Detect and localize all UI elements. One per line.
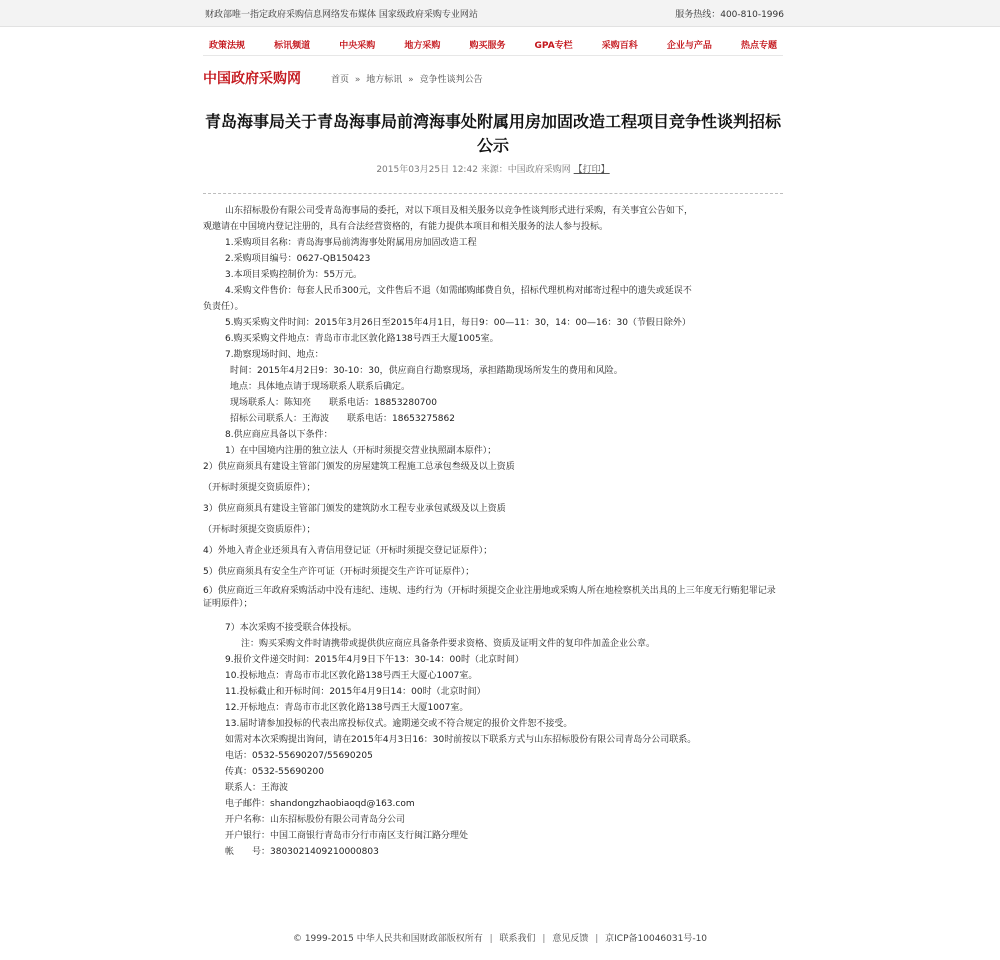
nav-item-encyclopedia[interactable]: 采购百科	[601, 40, 638, 51]
paragraph: 注：购买采购文件时请携带或提供供应商应具备条件要求资格、资质及证明文件的复印件加盖企业公章。	[241, 639, 656, 649]
paragraph: 电话：0532-55690207/55690205	[225, 751, 373, 761]
nav-item-bidding-channel[interactable]: 标讯频道	[274, 40, 311, 51]
paragraph: 2.采购项目编号：0627-QB150423	[225, 254, 371, 264]
footer-separator: |	[542, 934, 546, 944]
article-body	[203, 203, 783, 860]
print-link[interactable]: 【打印】	[573, 165, 610, 175]
paragraph: 山东招标股份有限公司受青岛海事局的委托，对以下项目及相关服务以竞争性谈判形式进行采购，有关事宜公告如下，	[225, 206, 694, 216]
paragraph: 4）外地入青企业还须具有入青信用登记证（开标时须提交登记证原件）；	[203, 546, 493, 556]
paragraph: 2）供应商须具有建设主管部门颁发的房屋建筑工程施工总承包叁级及以上资质	[203, 462, 515, 472]
paragraph: 5.购买采购文件时间：2015年3月26日至2015年4月1日，每日9：00—11：30，14：00—16：30（节假日除外）	[225, 318, 691, 328]
breadcrumb-separator: »	[408, 75, 414, 85]
paragraph: 12.开标地点：青岛市市北区敦化路138号西王大厦1007室。	[225, 703, 469, 713]
feedback-link[interactable]: 意见反馈	[552, 934, 589, 944]
paragraph: 观邀请在中国境内登记注册的，具有合法经营资格的，有能力提供本项目和相关服务的法人参与投标。	[203, 222, 609, 232]
breadcrumb-separator: »	[354, 75, 361, 85]
paragraph: 1.采购项目名称：青岛海事局前湾海事处附属用房加固改造工程	[225, 238, 477, 248]
service-hotline: 服务热线：400-810-1996	[675, 10, 784, 20]
breadcrumb-negotiation-notice[interactable]: 竞争性谈判公告	[419, 75, 483, 85]
site-slogan: 财政部唯一指定政府采购信息网络发布媒体 国家级政府采购专业网站	[205, 10, 478, 20]
paragraph: 6.购买采购文件地点：青岛市市北区敦化路138号西王大厦1005室。	[225, 334, 499, 344]
paragraph: 8.供应商应具备以下条件：	[225, 430, 333, 440]
breadcrumb-home[interactable]: 首页	[331, 75, 350, 85]
nav-item-policy[interactable]: 政策法规	[209, 40, 246, 51]
paragraph: 开户名称：山东招标股份有限公司青岛分公司	[225, 815, 406, 825]
nav-item-purchase-services[interactable]: 购买服务	[469, 40, 506, 51]
paragraph: 3.本项目采购控制价为：55万元。	[225, 270, 363, 280]
paragraph: 6）供应商近三年政府采购活动中没有违纪、违规、违约行为（开标时须提交企业注册地或采购人所在地检察机关出具的上三年度无行贿犯罪记录证明原件）；	[203, 586, 776, 609]
paragraph: 13.届时请参加投标的代表出席投标仪式。逾期递交或不符合规定的报价文件恕不接受。	[225, 719, 573, 729]
paragraph: 开户银行：中国工商银行青岛市分行市南区支行闽江路分理处	[225, 831, 469, 841]
icp-link[interactable]: 京ICP备10046031号-10	[605, 934, 708, 944]
paragraph: （开标时须提交资质原件）；	[203, 483, 316, 493]
logo-row	[203, 68, 783, 88]
paragraph: 如需对本次采购提出询问，请在2015年4月3日16：30时前按以下联系方式与山东招标股份有限公司青岛分公司联系。	[225, 735, 697, 745]
top-bar	[0, 0, 1000, 27]
nav-item-local-procurement[interactable]: 地方采购	[404, 40, 441, 51]
main-nav	[203, 33, 783, 56]
paragraph: 11.投标截止和开标时间：2015年4月9日14：00时（北京时间）	[225, 687, 486, 697]
article-title: 青岛海事局关于青岛海事局前湾海事处附属用房加固改造工程项目竞争性谈判招标公示	[204, 112, 781, 155]
breadcrumb	[331, 72, 483, 85]
article-meta	[203, 162, 783, 175]
paragraph: 联系人：王海波	[225, 783, 289, 793]
footer-separator: |	[595, 934, 599, 944]
nav-item-hot-topics[interactable]: 热点专题	[740, 40, 777, 51]
paragraph: 时间：2015年4月2日9：30-10：30，供应商自行勘察现场，承担踏勘现场所发生的费用和风险。	[230, 366, 623, 376]
footer	[0, 931, 1000, 944]
paragraph: 地点：具体地点请于现场联系人联系后确定。	[230, 382, 411, 392]
footer-separator: |	[489, 934, 493, 944]
paragraph: （开标时须提交资质原件）；	[203, 525, 316, 535]
nav-item-enterprise-products[interactable]: 企业与产品	[666, 40, 712, 51]
paragraph: 1）在中国境内注册的独立法人（开标时须提交营业执照副本原件）；	[225, 446, 497, 456]
paragraph: 7）本次采购不接受联合体投标。	[225, 623, 357, 633]
contact-us-link[interactable]: 联系我们	[499, 934, 536, 944]
site-logo[interactable]: 中国政府采购网	[203, 71, 301, 87]
paragraph: 招标公司联系人：王海波 联系电话：18653275862	[230, 414, 455, 424]
paragraph: 10.投标地点：青岛市市北区敦化路138号西王大厦心1007室。	[225, 671, 478, 681]
paragraph: 9.报价文件递交时间：2015年4月9日下午13：30-14：00时（北京时间）	[225, 655, 525, 665]
paragraph: 5）供应商须具有安全生产许可证（开标时须提交生产许可证原件）；	[203, 567, 475, 577]
email-line: 电子邮件：shandongzhaobiaoqd@163.com	[225, 799, 415, 809]
breadcrumb-local-bids[interactable]: 地方标讯	[366, 75, 403, 85]
paragraph: 负责任）。	[203, 302, 244, 312]
paragraph: 现场联系人：陈知亮 联系电话：18853280700	[230, 398, 437, 408]
nav-item-central-procurement[interactable]: 中央采购	[339, 40, 376, 51]
nav-item-gpa[interactable]: GPA专栏	[534, 40, 573, 51]
divider	[203, 193, 783, 194]
paragraph: 帐 号：3803021409210000803	[225, 847, 379, 857]
paragraph: 4.采购文件售价：每套人民币300元，文件售后不退（如需邮购邮费自负，招标代理机构对邮寄过程中的遗失或延误不	[225, 286, 692, 296]
paragraph: 7.勘察现场时间、地点：	[225, 350, 324, 360]
article-date-source: 2015年03月25日 12:42 来源：中国政府采购网	[376, 165, 571, 175]
paragraph: 3）供应商须具有建设主管部门颁发的建筑防水工程专业承包贰级及以上资质	[203, 504, 506, 514]
copyright: © 1999-2015 中华人民共和国财政部版权所有	[292, 934, 483, 944]
paragraph: 传真：0532-55690200	[225, 767, 324, 777]
